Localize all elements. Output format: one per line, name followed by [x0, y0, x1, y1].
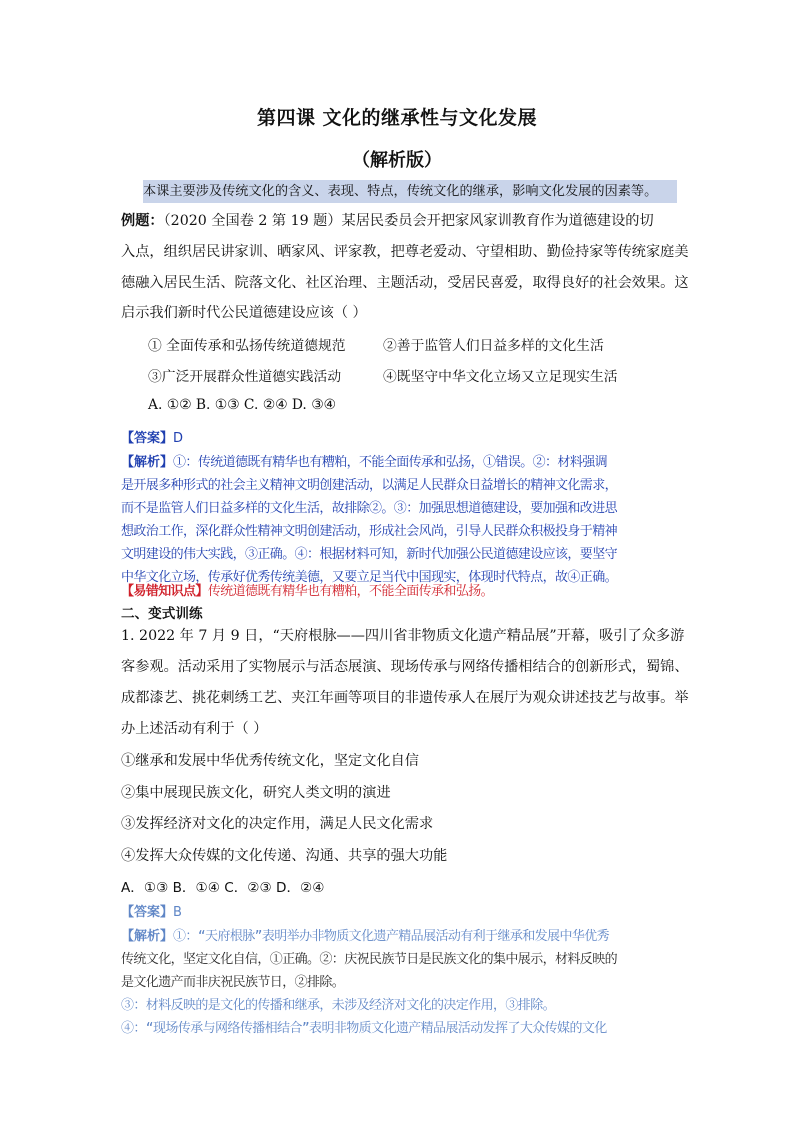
example-option-1: ① 全面传承和弘扬传统道德规范 [148, 338, 346, 354]
question-line: 1. 2022 年 7 月 9 日，“天府根脉——四川省非物质文化遗产精品展”开幕，吸引了众多游 [121, 628, 685, 644]
example-line: 入点，组织居民讲家训、晒家风、评家教，把尊老爱动、守望相助、勤俭持家等传统家庭美 [121, 244, 689, 260]
question-analysis-line: ④：“现场传承与网络传播相结合”表明非物质文化遗产精品展活动发挥了大众传媒的文化 [121, 1021, 607, 1036]
example-option-4: ④既坚守中华文化立场又立足现实生活 [383, 369, 618, 385]
question-option-1: ①继承和发展中华优秀传统文化，坚定文化自信 [121, 753, 419, 769]
question-line: 客参观。活动采用了实物展示与活态展演、现场传承与网络传播相结合的创新形式，蜀锦、 [121, 659, 689, 675]
question-analysis-line: 传统文化，坚定文化自信，①正确。②：庆祝民族节日是民族文化的集中展示，材料反映的 [121, 952, 618, 967]
analysis-line: 【解析】①：传统道德既有精华也有糟粕，不能全面传承和弘扬，①错误。②：材料强调 [121, 455, 608, 470]
question-answer: 【答案】B [121, 905, 182, 920]
example-label: 例题： [121, 213, 164, 229]
analysis-line: 是开展多种形式的社会主义精神文明创建活动，以满足人民群众日益增长的精神文化需求， [121, 478, 618, 493]
section-title: 二、变式训练 [121, 606, 203, 622]
question-option-4: ④发挥大众传媒的文化传递、沟通、共享的强大功能 [121, 848, 448, 864]
intro-highlight[interactable]: 本课主要涉及传统文化的含义、表现、特点，传统文化的继承，影响文化发展的因素等。 [143, 180, 677, 203]
example-option-2: ②善于监管人们日益多样的文化生活 [383, 338, 604, 354]
question-choices: A．①③ B．①④ C．②③ D．②④ [121, 880, 325, 896]
analysis-line: 想政治工作，深化群众性精神文明创建活动，形成社会风尚，引导人民群众积极投身于精神 [121, 524, 618, 539]
question-line: 成都漆艺、挑花刺绣工艺、夹江年画等项目的非遗传承人在展厅为观众讲述技艺与故事。举 [121, 690, 689, 706]
question-option-3: ③发挥经济对文化的决定作用，满足人民文化需求 [121, 816, 434, 832]
example-line: 德融入居民生活、院落文化、社区治理、主题活动，受居民喜爱，取得良好的社会效果。这 [121, 275, 689, 291]
question-analysis-line: 是文化遗产而非庆祝民族节日，②排除。 [121, 975, 345, 990]
page-title: 第四课 文化的继承性与文化发展 [256, 107, 538, 129]
analysis-line: 而不是监管人们日益多样的文化生活，故排除②。③：加强思想道德建设，要加强和改进思 [121, 501, 618, 516]
error-line: 【易错知识点】传统道德既有精华也有糟粕，不能全面传承和弘扬。 [121, 584, 494, 599]
question-analysis-line: 【解析】①：“天府根脉”表明举办非物质文化遗产精品展活动有利于继承和发展中华优秀 [121, 929, 610, 944]
question-line: 办上述活动有利于（ ） [121, 721, 268, 737]
analysis-line: 文明建设的伟大实践，③正确。④：根据材料可知，新时代加强公民道德建设应该，要坚守 [121, 547, 618, 562]
analysis-line: 中华文化立场，传承好优秀传统美德，又要立足当代中国现实，体现时代特点，故④正确。 [121, 570, 618, 585]
example-line: 例题：（2020 全国卷 2 第 19 题）某居民委员会开把家风家训教育作为道德建设的切 [121, 213, 654, 229]
example-answer: 【答案】D [121, 431, 184, 446]
example-choices: A. ①② B. ①③ C. ②④ D. ③④ [148, 397, 336, 413]
example-line: 启示我们新时代公民道德建设应该（ ） [121, 305, 367, 321]
question-analysis-line: ③：材料反映的是文化的传播和继承，未涉及经济对文化的决定作用，③排除。 [121, 998, 556, 1013]
page-subtitle: （解析版） [352, 150, 442, 171]
question-option-2: ②集中展现民族文化，研究人类文明的演进 [121, 785, 391, 801]
example-option-3: ③广泛开展群众性道德实践活动 [148, 369, 342, 385]
